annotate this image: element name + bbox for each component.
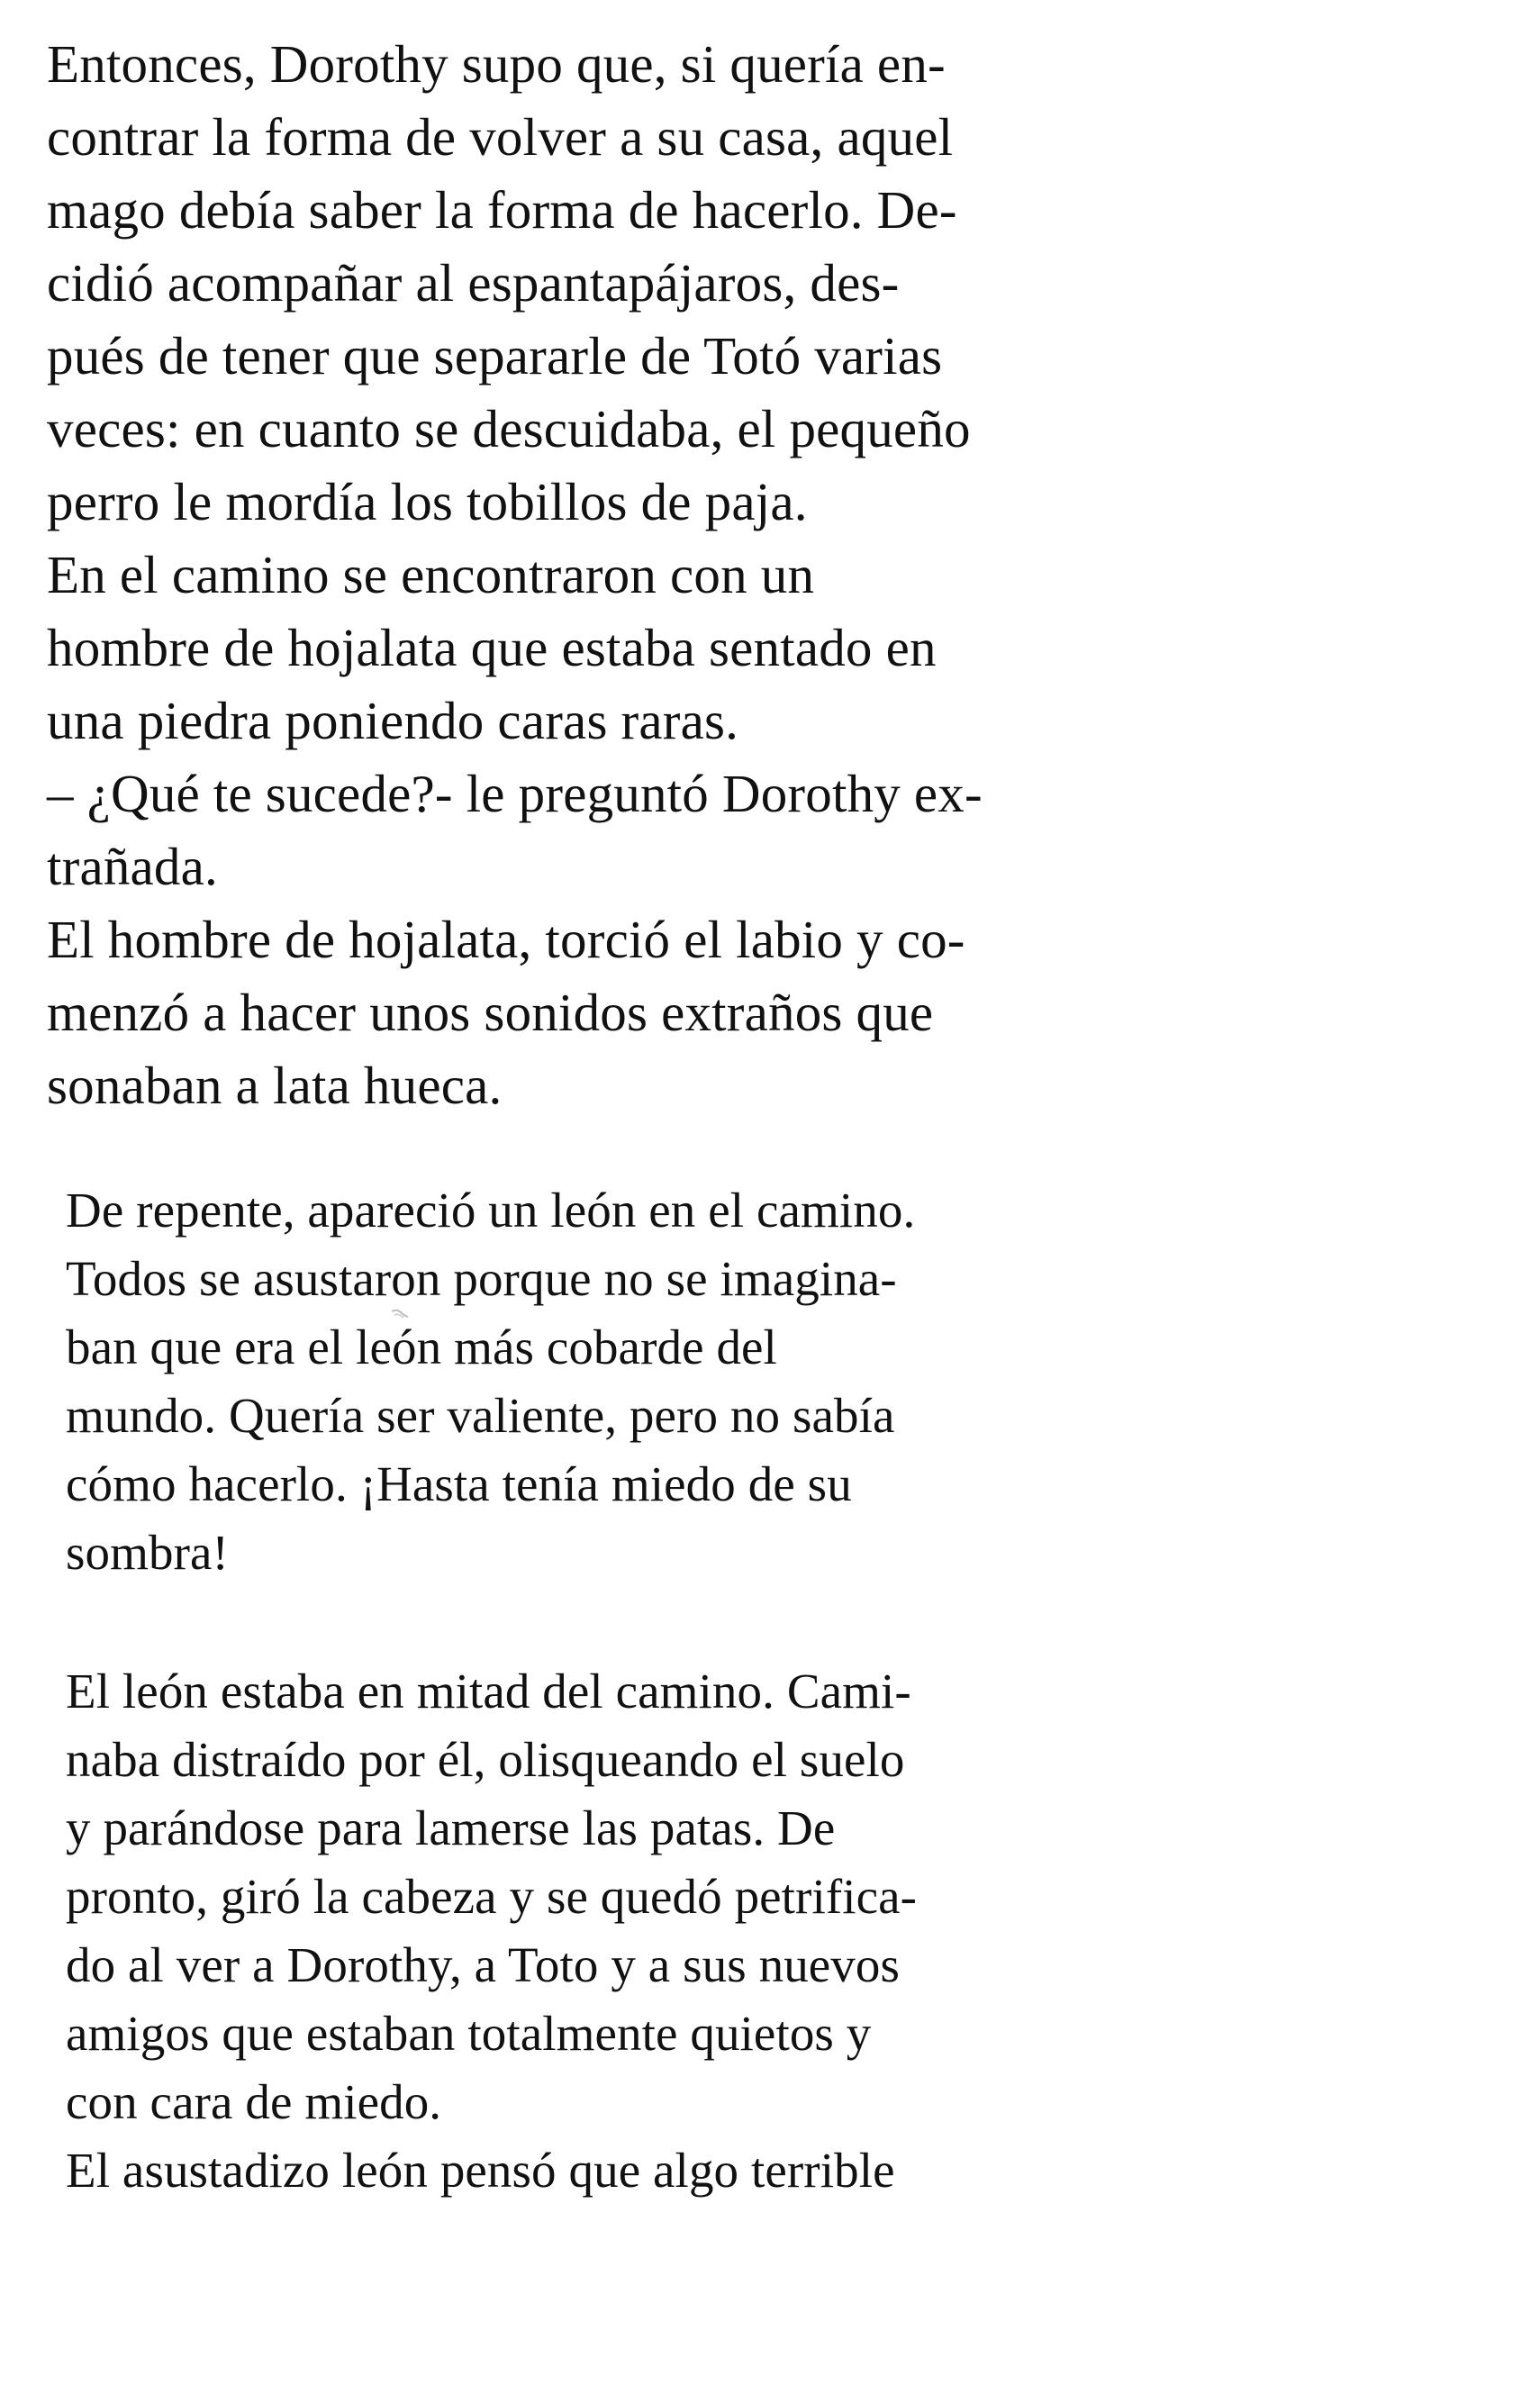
text-line: con cara de miedo. xyxy=(66,2074,442,2129)
text-line: mago debía saber la forma de hacerlo. De- xyxy=(47,180,957,240)
text-line: y parándose para lamerse las patas. De xyxy=(66,1800,836,1855)
text-line: mundo. Quería ser valiente, pero no sabía xyxy=(66,1388,895,1443)
text-line: naba distraído por él, olisqueando el suelo xyxy=(66,1732,905,1787)
text-line: El asustadizo león pensó que algo terrible xyxy=(66,2143,895,2198)
ink-smudge xyxy=(390,1308,410,1320)
text-line: trañada. xyxy=(47,837,218,896)
text-line: Todos se asustaron porque no se imagina- xyxy=(66,1251,897,1306)
text-line: ban que era el león más cobarde del xyxy=(66,1319,777,1374)
text-line: sonaban a lata hueca. xyxy=(47,1056,503,1115)
text-line: Entonces, Dorothy supo que, si quería en- xyxy=(47,34,946,94)
text-line: pués de tener que separarle de Totó varias xyxy=(47,326,943,385)
text-line: El hombre de hojalata, torció el labio y co- xyxy=(47,910,965,969)
text-line: cómo hacerlo. ¡Hasta tenía miedo de su xyxy=(66,1456,852,1511)
text-line: El león estaba en mitad del camino. Cami- xyxy=(66,1664,911,1718)
text-line: una piedra poniendo caras raras. xyxy=(47,691,739,750)
text-line: veces: en cuanto se descuidaba, el pequeño xyxy=(47,399,971,458)
text-line: cidió acompañar al espantapájaros, des- xyxy=(47,253,900,313)
text-line: do al ver a Dorothy, a Toto y a sus nuevos xyxy=(66,1937,901,1992)
text-line: En el camino se encontraron con un xyxy=(47,545,815,604)
text-line: pronto, giró la cabeza y se quedó petrifica- xyxy=(66,1869,918,1924)
text-line: De repente, apareció un león en el camino. xyxy=(66,1183,916,1238)
text-line: menzó a hacer unos sonidos extraños que xyxy=(47,983,934,1042)
text-line: hombre de hojalata que estaba sentado en xyxy=(47,618,937,677)
text-line: – ¿Qué te sucede?- le preguntó Dorothy ex- xyxy=(47,764,983,823)
text-line: amigos que estaban totalmente quietos y xyxy=(66,2006,872,2061)
text-line: contrar la forma de volver a su casa, aquel xyxy=(47,107,954,167)
text-line: sombra! xyxy=(66,1525,229,1580)
text-line: perro le mordía los tobillos de paja. xyxy=(47,472,808,531)
